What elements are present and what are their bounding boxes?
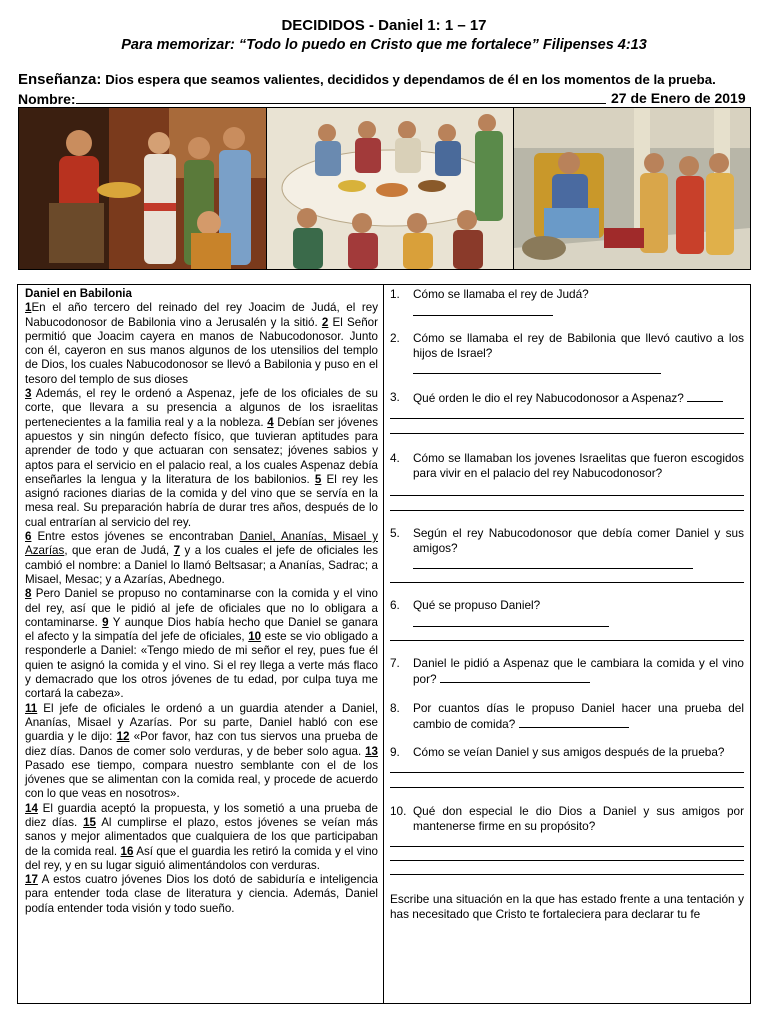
- verse-text: En el año tercero del reinado del rey Joacim de Judá, el rey Nabucodonosor de Babilonia vino a Jerusalén y la sitió.: [25, 301, 378, 329]
- question-number: 1.: [390, 287, 400, 301]
- verse-number: 10: [248, 630, 262, 644]
- verse-number: 4: [267, 415, 274, 429]
- passage-heading: Daniel en Babilonia: [25, 287, 132, 300]
- answer-line[interactable]: [440, 671, 590, 683]
- answer-line[interactable]: [413, 626, 609, 627]
- answer-line[interactable]: [390, 860, 744, 861]
- questions-column: [384, 285, 750, 1003]
- question-text: Qué se propuso Daniel?: [413, 598, 541, 613]
- verse-text: El jefe de oficiales le ordenó a un guardia atender a Daniel, Ananías, Misael y Azarías. Por su parte, Daniel habló con ese guardia y le dijo:: [25, 701, 378, 744]
- header: [0, 16, 768, 55]
- question-item: [390, 390, 744, 406]
- answer-line[interactable]: [390, 433, 744, 434]
- verse-text: El guardia aceptó la propuesta, y los sometió a una prueba de diez días.: [25, 801, 378, 829]
- question-item: [390, 331, 744, 361]
- question-number: 4.: [390, 451, 400, 466]
- question-text: Qué orden le dio el rey Nabucodonosor a Aspenaz?: [413, 391, 684, 406]
- answer-line[interactable]: [390, 510, 744, 511]
- verse-number: 11: [25, 701, 38, 715]
- question-number: 8.: [390, 700, 400, 715]
- verse-number: 13: [365, 744, 378, 758]
- question-text: Daniel le pidió a Aspenaz que le cambiara la comida y el vino por?: [413, 656, 744, 686]
- question-item: [390, 701, 744, 732]
- answer-line[interactable]: [413, 568, 693, 569]
- verse-text: Pero Daniel se propuso no contaminarse con la comida y el vino del rey, así que le pidió al jefe de oficiales que no lo obligara a contaminarse.: [25, 587, 378, 629]
- question-text: Cómo se llamaba el rey de Judá?: [413, 287, 589, 301]
- answer-line[interactable]: [390, 772, 744, 773]
- verse-text: El rey les asignó raciones diarias de la comida y del vino que se servía en la mesa real. Su preparación habría de durar tres años, después de lo cual entrarían al servicio del rey.: [25, 472, 378, 529]
- answer-line[interactable]: [390, 495, 744, 496]
- underlined-names: Daniel, Ananías, Misael y Azarías: [25, 530, 378, 558]
- question-text: Por cuantos días le propuso Daniel hacer una prueba del cambio de comida?: [413, 700, 744, 731]
- verse-number: 16: [120, 844, 134, 858]
- question-text: Cómo se llamaban los jovenes Israelitas que fueron escogidos para vivir en el palacio del rey Nabucodonosor?: [413, 451, 744, 480]
- verse-number: 8: [25, 587, 32, 601]
- banquet-table-illustration: [267, 108, 514, 269]
- teaching-text: Dios espera que seamos valientes, decididos y dependamos de él en los momentos de la prueba.: [105, 72, 716, 87]
- question-number: 2.: [390, 330, 400, 345]
- verse-number: 15: [83, 815, 96, 829]
- verse-number: 2: [321, 315, 329, 329]
- verse-number: 3: [25, 387, 32, 401]
- answer-line[interactable]: [413, 373, 661, 374]
- name-line: [18, 90, 758, 107]
- verse-number: 5: [314, 472, 322, 486]
- teaching-line: [18, 71, 758, 88]
- verse-text: Así que el guardia les retiró la comida y el vino del rey, y en su lugar siguió alimentándolos con verduras.: [25, 844, 378, 872]
- verse-text: y a los cuales el jefe de oficiales les cambió el nombre: a Daniel lo llamó Beltsasar; a Ananías, Sadrac; a Misael, Mesac; y a Azarías, Abednego.: [25, 544, 378, 586]
- question-text: Según el rey Nabucodonosor que debía comer Daniel y sus amigos?: [413, 525, 744, 555]
- question-text: Cómo se llamaba el rey de Babilonia que llevó cautivo a los hijos de Israel?: [413, 330, 744, 360]
- verse-text: Además, el rey le ordenó a Aspenaz, jefe de los oficiales de su corte, que llevara a su presencia a algunos de los israelitas pertenecientes a la familia real y a la nobleza.: [25, 387, 378, 429]
- question-item: [390, 745, 744, 760]
- verse-number: 17: [25, 873, 38, 887]
- answer-line[interactable]: [687, 390, 723, 402]
- question-item: [390, 656, 744, 687]
- bible-passage: [18, 285, 384, 1003]
- verse-text: , que eran de Judá,: [64, 544, 174, 558]
- verse-text: este se vio obligado a responderle a Daniel: «Tengo miedo de mi señor el rey, pues fue él quien te asignó la comida y el vino. Si el rey llega a verte más flaco y demacrado que los otros jóvenes de tu edad, por culpa tuya me cortará la cabeza».: [25, 630, 379, 701]
- verse-text: El Señor permitió que Joacim cayera en manos de Nabucodonosor. Junto con él, cayeron en sus manos algunos de los utensilios del templo de Dios, los cuales Nabucodonosor se llevó a Babilonia y puso en el tesoro del templo de sus dioses: [25, 315, 378, 386]
- worksheet-body: [17, 284, 751, 1004]
- answer-line[interactable]: [390, 787, 744, 788]
- answer-line[interactable]: [390, 582, 744, 583]
- verse-number: 12: [116, 730, 130, 744]
- question-item: [390, 804, 744, 834]
- verse-number: 9: [102, 615, 109, 629]
- verse-number: 7: [173, 544, 181, 558]
- question-number: 10.: [390, 804, 407, 819]
- verse-text: «Por favor, haz con tus siervos una prueba de diez días. Danos de comer solo verduras, y de beber solo agua.: [25, 730, 379, 758]
- teaching-label: Enseñanza:: [18, 71, 102, 88]
- daniel-offered-food-illustration: [19, 108, 267, 269]
- verse-number: 6: [25, 530, 32, 544]
- king-on-throne-illustration: [514, 108, 750, 269]
- answer-line[interactable]: [519, 716, 629, 728]
- question-number: 9.: [390, 745, 400, 760]
- answer-line[interactable]: [390, 640, 744, 641]
- verse-text: Y aunque Dios había hecho que Daniel se ganara el afecto y la simpatía del jefe de oficiales,: [25, 615, 378, 644]
- question-text: Cómo se veían Daniel y sus amigos después de la prueba?: [413, 745, 725, 760]
- page-title: DECIDIDOS - Daniel 1: 1 – 17: [281, 17, 487, 34]
- question-number: 7.: [390, 656, 400, 671]
- question-text: Qué don especial le dio Dios a Daniel y sus amigos por mantenerse firme en su propósito?: [413, 804, 744, 833]
- verse-text: Entre estos jóvenes se encontraban: [31, 530, 240, 544]
- question-number: 3.: [390, 390, 400, 405]
- memory-verse: Para memorizar: “Todo lo puedo en Cristo que me fortalece” Filipenses 4:13: [121, 37, 647, 53]
- illustrations-row: [18, 107, 751, 270]
- reflection-prompt: Escribe una situación en la que has estado frente a una tentación y has necesitado que Cristo te fortaleciera para declarar tu fe: [390, 891, 744, 921]
- question-number: 5.: [390, 525, 400, 540]
- verse-number: 1: [25, 301, 32, 315]
- passage-text: [25, 301, 378, 916]
- answer-line[interactable]: [390, 846, 744, 847]
- question-item: [390, 526, 744, 556]
- verse-text: A estos cuatro jóvenes Dios los dotó de sabiduría e inteligencia para entender toda clase de literatura y ciencia. Además, Daniel podía entender toda visión y todo sueño.: [25, 873, 378, 915]
- verse-text: Pasado ese tiempo, compara nuestro semblante con el de los jóvenes que se alimentan con la comida real, y procede de acuerdo con lo que veas en nosotros».: [25, 758, 378, 801]
- verse-text: Debían ser jóvenes apuestos y sin ningún defecto físico, que tuvieran aptitudes para aprender de todo y que actuaran con sensatez; jóvenes sabios y aptos para el servicio en el palacio real, a los cuales Aspenaz debía enseñarles la lengua y la literatura de los babilonios.: [25, 415, 378, 486]
- name-field[interactable]: [76, 90, 606, 104]
- verse-text: Al cumplirse el plazo, estos jóvenes se veían más sanos y mejor alimentados que cualquiera de los que participaban de la comida real.: [25, 815, 378, 858]
- answer-line[interactable]: [390, 874, 744, 875]
- date-text: 27 de Enero de 2019: [611, 90, 746, 106]
- verse-number: 14: [25, 801, 38, 815]
- answer-line[interactable]: [390, 418, 744, 419]
- question-item: [390, 451, 744, 481]
- question-item: [390, 598, 744, 613]
- question-number: 6.: [390, 598, 400, 613]
- answer-line[interactable]: [413, 315, 553, 316]
- name-label: Nombre:: [18, 91, 76, 107]
- question-item: [390, 287, 744, 302]
